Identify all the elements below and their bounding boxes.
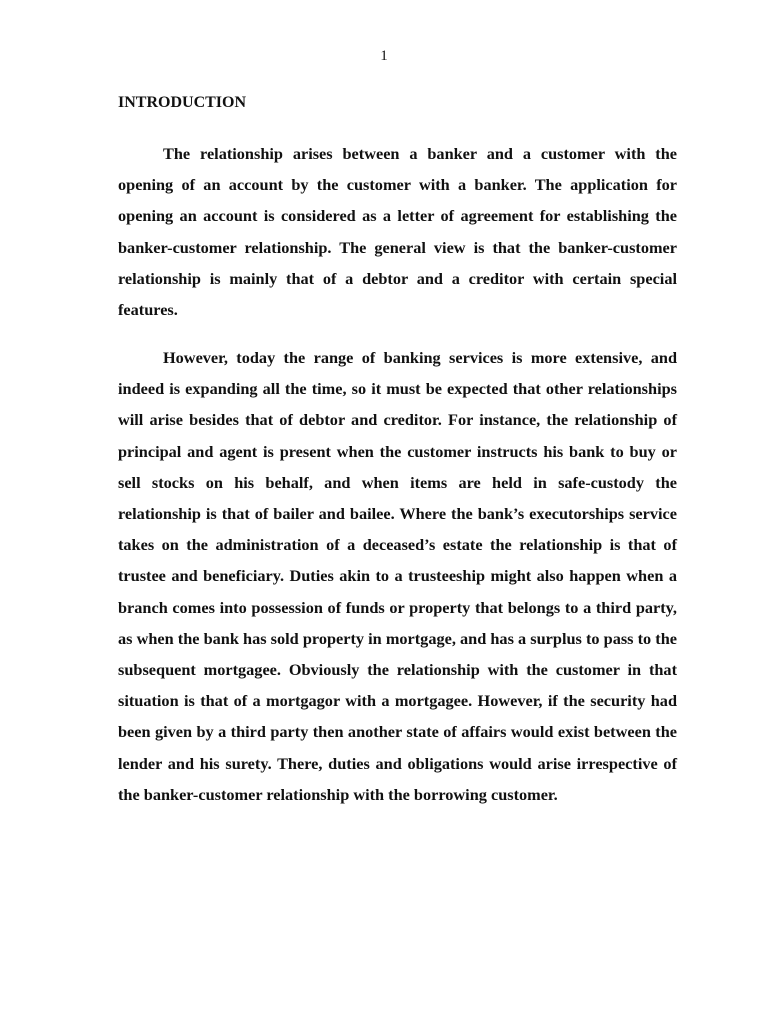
section-heading: INTRODUCTION — [118, 94, 247, 111]
paragraph-1: The relationship arises between a banker and a customer with the opening of an account by the customer with a banker. The application for opening an account is considered as a letter of agreement for establishing the banker-customer relationship. The general view is that the banker-customer relationship is mainly that of a debtor and a creditor with certain special features. — [118, 144, 677, 320]
paragraph-2: However, today the range of banking services is more extensive, and indeed is expanding all the time, so it must be expected that other relationships will arise besides that of debtor and creditor. For instance, the relationship of principal and agent is present when the customer instructs his bank to buy or sell stocks on his behalf, and when items are held in safe-custody the relationship is that of bailer and bailee. Where the bank’s executorships service takes on the administration of a deceased’s estate the relationship is that of trustee and beneficiary. Duties akin to a trusteeship might also happen when a branch comes into possession of funds or property that belongs to a third party, as when the bank has sold property in mortgage, and has a surplus to pass to the subsequent mortgagee. Obviously the relationship with the customer in that situation is that of a mortgagor with a mortgagee. However, if the security had been given by a third party then another state of affairs would exist between the lender and his surety. There, duties and obligations would arise irrespective of the banker-customer relationship with the borrowing customer. — [118, 348, 677, 804]
page-number: 1 — [380, 48, 388, 64]
